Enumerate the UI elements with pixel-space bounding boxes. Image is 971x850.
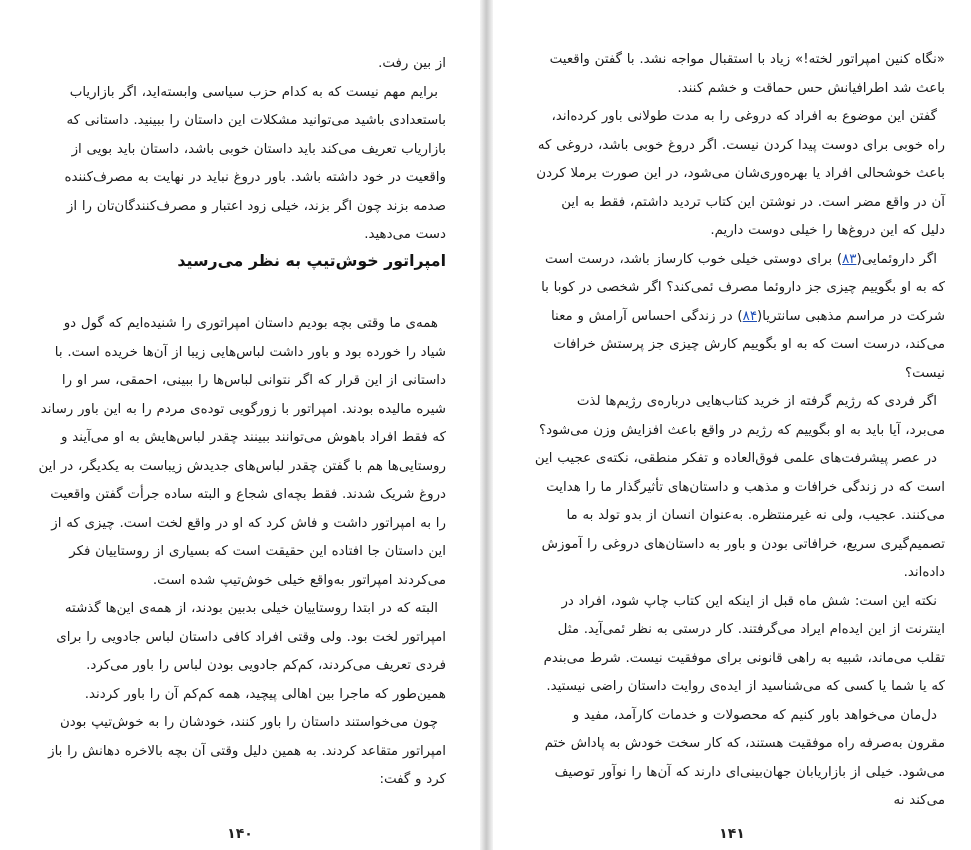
paragraph-text: ) برای دوستی خیلی خوب کارساز باشد، درست است که به او بگوییم چیزی جز داروئما مصرف ئمی‌کند؟ اگر شخصی در کوبا با شرکت در مراسم مذهبی سانتریا( — [541, 251, 945, 324]
paragraph: اگر فردی که رژیم گرفته از خرید کتاب‌هایی درباره‌ی رژیم‌ها لذت می‌برد، آیا باید به او بگوییم که رژیم در واقع باعث افزایش وزن می‌شود؟ — [538, 394, 945, 438]
book-gutter — [480, 0, 493, 850]
footnote-link[interactable]: ۸۳ — [842, 251, 857, 267]
paragraph: چون می‌خواستند داستان را باور کنند، خودشان را به خوش‌تیپ بودن امپراتور متقاعد کردند. به همین دلیل وقتی آن بچه بالاخره دهانش را باز کرد و گفت: — [48, 715, 446, 787]
page-number: ۱۴۱ — [719, 826, 745, 842]
page-number: ۱۴۰ — [227, 826, 253, 842]
paragraph: دل‌مان می‌خواهد باور کنیم که محصولات و خدمات کارآمد، مفید و مقرون به‌صرفه راه موفقیت هستند، که کار سخت خودش به پاداش ختم می‌شود. خیلی از بازاریابان جهان‌بینی‌ای دارند که آن‌ها را نوآور توصیف می‌کند نه — [544, 707, 945, 808]
paragraph: گفتن این موضوع به افراد که دروغی را به مدت طولانی باور کرده‌اند، راه خوبی برای دوست پیدا کردن نیست. اگر دروغ خوبی باشد، دروغی که باعث خوشحالی افراد یا بهره‌وری‌شان می‌شود، در این صورت برملا کردن آن در واقع مضر است. در نوشتن این کتاب تردید داشتم، فقط به این دلیل که این دروغ‌ها را خیلی دوست داریم. — [536, 109, 945, 238]
section-heading: امپراتور خوش‌تیپ به نظر می‌رسید — [177, 251, 446, 270]
right-page-text — [533, 46, 945, 816]
paragraph-with-footnotes — [533, 246, 945, 389]
paragraph-text: اگر داروئمایی( — [856, 251, 937, 267]
footnote-link[interactable]: ۸۴ — [742, 308, 758, 324]
paragraph: برایم مهم نیست که به کدام حزب سیاسی وابسته‌اید، اگر بازاریاب باستعدادی باشید می‌توانید مشکلات این داستان را ببینید. داستانی که بازاریاب تعریف می‌کند باید داستان خوبی باشد، داستان باید بویی از واقعیت در خود داشته باشد. باور دروغ نباید در نهایت به مصرف‌کننده صدمه بزند چون اگر بزند، خیلی زود اعتبار و مصرف‌کنندگان‌تان را از دست می‌دهید. — [64, 84, 446, 242]
left-page-bottom-text — [38, 310, 446, 795]
paragraph-text: ) در زندگی احساس آرامش و معنا می‌کند، درست است که به او بگوییم کارش چیزی جز پرستش خرافات نیست؟ — [550, 308, 945, 381]
paragraph: از بین رفت. — [378, 56, 446, 71]
paragraph: البته که در ابتدا روستاییان خیلی بدبین بودند، از همه‌ی این‌ها گذشته امپراتور لخت بود. ولی وقتی افراد کافی داستان لباس جادویی را برای فردی تعریف می‌کردند، کم‌کم جادویی بودن لباس را باور می‌کرد. همین‌طور که ماجرا بین اهالی پیچید، همه کم‌کم آن را باور کردند. — [56, 601, 446, 702]
left-page-top-text — [38, 50, 446, 250]
paragraph: نکته این است: شش ماه قبل از اینکه این کتاب چاپ شود، افراد در اینترنت از این ایده‌ام ایراد می‌گرفتند. کار درستی به نظر ئمی‌آید. مثل تقلب می‌ماند، شبیه به راهی قانونی برای موفقیت نیست. شرط می‌بندم که یا شما یا کسی که می‌شناسید از ایده‌ی روایت داستان راضی نیستید. — [543, 593, 945, 694]
paragraph: «نگاه کنین امپراتور لخته!» زیاد با استقبال مواجه نشد. با گفتن واقعیت باعث شد اطرافیانش حس حماقت و خشم کنند. — [549, 52, 945, 96]
right-page — [493, 0, 971, 850]
left-page — [0, 0, 480, 850]
paragraph: همه‌ی ما وقتی بچه بودیم داستان امپراتوری را شنیده‌ایم که گول دو شیاد را خورده بود و باور داشت لباس‌هایی زیبا از آن‌ها خریده است. با داستانی از این قرار که اگر نتوانی لباس‌ها را ببینی، احمقی، سر او را شیره مالیده بودند. امپراتور با زورگویی توده‌ی مردم را به این باور رساند که فقط افراد باهوش می‌توانند ببینند چقدر لباس‌هایش به او می‌آیند و روستایی‌ها هم با گفتن چقدر لباس‌های جدیدش زیباست به یکدیگر، در این دروغ شریک شدند. فقط بچه‌ای شجاع و البته ساده جرأت گفتن واقعیت را به امپراتور داشت و فاش کرد که او در واقع لخت است. چیزی که از این داستان جا افتاده این حقیقت است که بسیاری از روستاییان فکر می‌کردند امپراتور به‌واقع خیلی خوش‌تیپ شده است. — [38, 316, 446, 588]
paragraph: در عصر پیشرفت‌های علمی فوق‌العاده و تفکر منطقی، نکته‌ی عجیب این است که در زندگی خرافات و مذهب و داستان‌های تأثیرگذار ما را هدایت می‌کنند. عجیب، ولی نه غیرمنتظره. به‌عنوان انسان از بدو تولد به ما تصمیم‌گیری سریع، خرافاتی بودن و باور به داستان‌های دروغی را آموزش داده‌اند. — [534, 451, 945, 580]
